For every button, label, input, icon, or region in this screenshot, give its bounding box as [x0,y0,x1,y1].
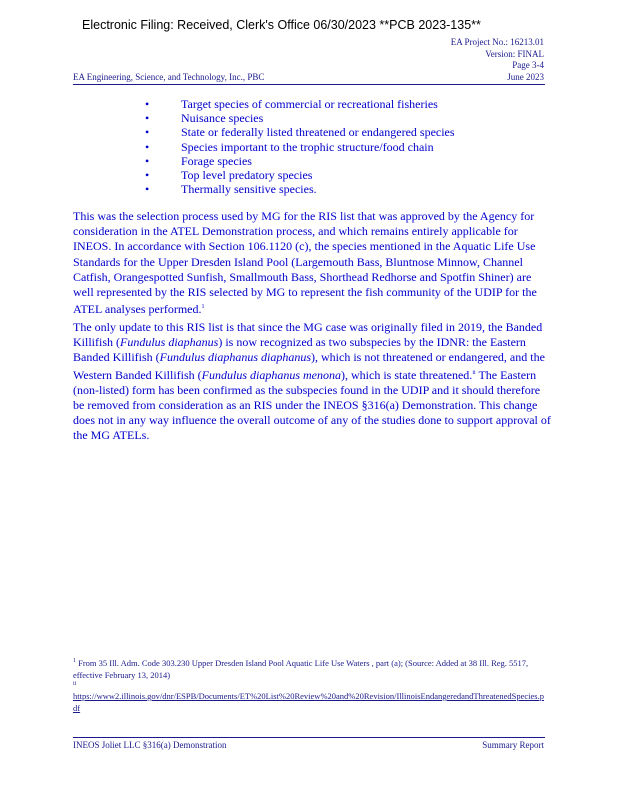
list-item: • Target species of commercial or recreational fisheries [145,97,438,111]
footnote-link[interactable]: https://www2.illinois.gov/dnr/ESPB/Documents/ET%20List%20Review%20and%20Revision/IllinoisEndangeredandThreatenedSpecies.pdf [73,691,544,713]
footnote-ref-1: 1 [201,304,205,311]
list-item: • Nuisance species [145,111,264,126]
list-item: • State or federally listed threatened or endangered species [145,125,455,140]
bullet-icon: • [145,111,150,126]
bullet-icon: • [145,168,150,183]
bullet-icon: • [145,125,150,140]
bullet-icon: • [145,182,150,197]
selection-paragraph: This was the selection process used by MG for the RIS list that was approved by the Agency for consideration in the ATEL Demonstration process, and which remains entirely applicable for INEOS. In accordance with Section 106.1120 (c), the species mentioned in the Aquatic Life Use Standards for the Upper Dresden Island Pool (Largemouth Bass, Bluntnose Minnow, Channel Catfish, Orangespotted Sunfish, Smallmouth Bass, Shorthead Redhorse and Spotfin Shiner) are well represented by the RIS selected by MG to represent the fish community of the UDIP for the ATEL analyses performed.$^1$ [73,209,537,317]
header-company: EA Engineering, Science, and Technology, Inc., PBC [73,72,265,82]
list-item: • Species important to the trophic structure/food chain [145,139,434,154]
project-number: EA Project No.: 16213.01 [450,37,544,47]
bullet-icon: • [145,97,150,111]
header-rule [73,84,545,85]
species-name: Fundulus diaphanus diaphanus [159,350,311,365]
page-number: Page 3-4 [512,60,544,70]
footnote-2 [73,690,548,714]
header-date: June 2023 [507,72,544,82]
footer-document: INEOS Joliet LLC §316(a) Demonstration [73,740,227,750]
footnote-ref-2: ii [472,369,476,376]
list-item: • Forage species [145,153,252,168]
footnote-2-mark: ii [73,681,77,687]
filing-stamp: Electronic Filing: Received, Clerk's Office 06/30/2023 **PCB 2023-135** [82,18,481,32]
list-item: • Thermally sensitive species. [145,182,317,197]
criteria-list [145,97,455,196]
species-name: Fundulus diaphanus [120,335,219,350]
species-name: Fundulus diaphanus menona [201,367,342,382]
footnote-1: $^1$ From 35 Ill. Adm. Code 303.230 Upper Dresden Island Pool Aquatic Life Use Waters , part (a); (Source: Added at 38 Ill. Reg. 5517, effective February 13, 2014) [73,657,529,680]
project-info [451,37,544,72]
version: Version: FINAL [485,48,544,59]
list-item: • Top level predatory species [145,168,313,183]
bullet-icon: • [145,153,150,168]
bullet-icon: • [145,139,150,154]
update-paragraph: The only update to this RIS list is that since the MG case was originally filed in 2019, the Banded Killifish (Fundulus diaphanus) is now recognized as two subspecies by the IDNR: the Eastern Banded Killifish (Fundulus diaphanus diaphanus), which is not threatened or endangered, and the Western Banded Killifish (Fundulus diaphanus menona), which is state threatened.$^{ii}$ The Eastern (non-listed) form has been confirmed as the subspecies found in the UDIP and it should therefore be removed from consideration as an RIS under the INEOS §316(a) Demonstration. This change does not in any way influence the overall outcome of any of the studies done to support approval of the MG ATELs. [73,320,551,443]
footer-rule [73,737,545,738]
footer-report-type: Summary Report [482,740,544,750]
